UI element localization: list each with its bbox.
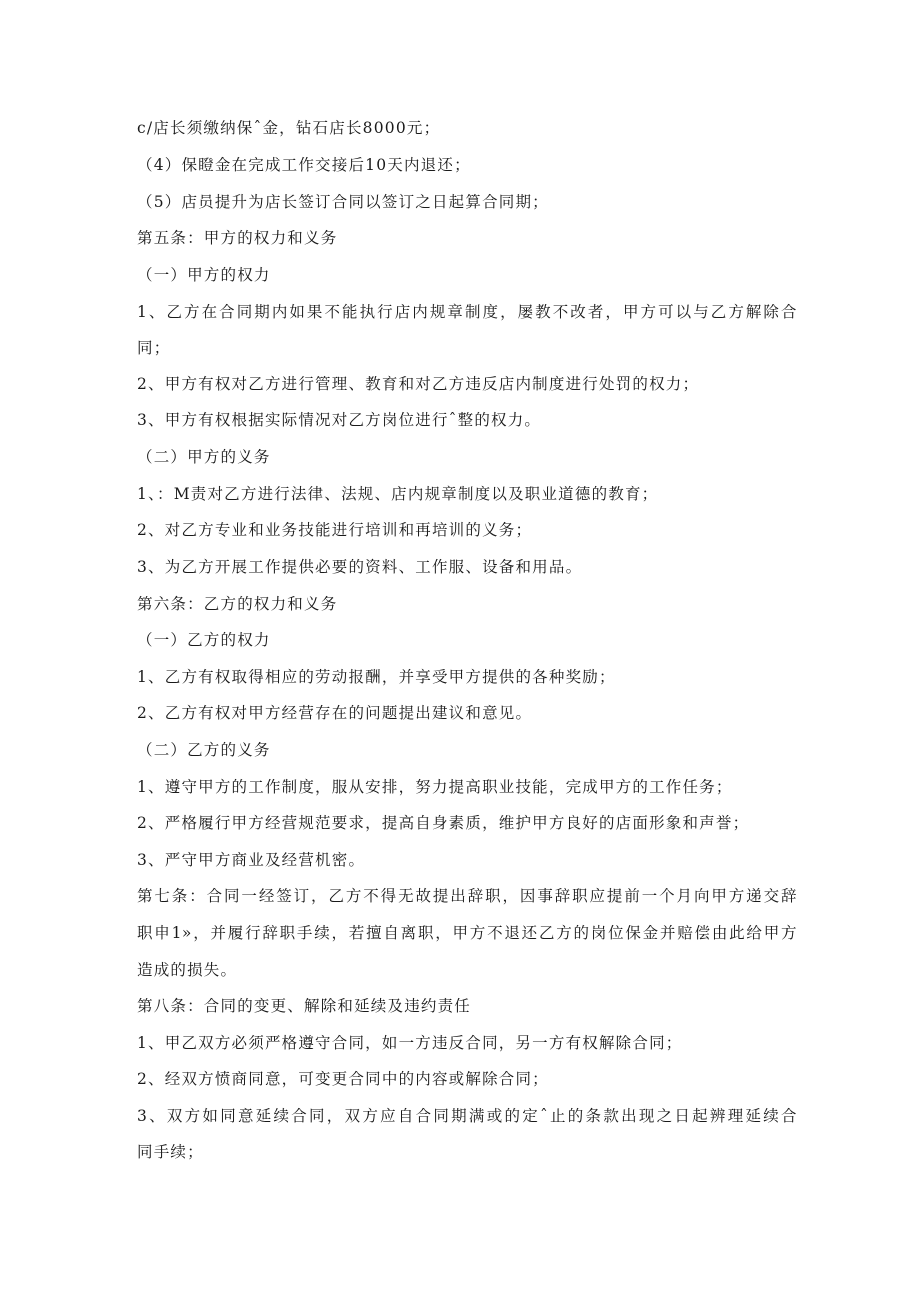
text-line: 1、甲乙双方必须严格遵守合同，如一方违反合同，另一方有权解除合同； [137,1034,683,1052]
text-line: 1、：M责对乙方进行法律、法规、店内规章制度以及职业道德的教育； [137,485,659,503]
text-line: 1、遵守甲方的工作制度，服从安排，努力提高职业技能，完成甲方的工作任务； [137,778,733,796]
text-line: 职申1»，并履行辞职手续，若擅自离职，甲方不退还乙方的岗位保金并赔偿由此给甲方 [137,924,797,942]
text-line: 造成的损失。 [137,961,238,979]
article-heading: 第六条：乙方的权力和义务 [137,595,338,613]
section-heading: （一）甲方的权力 [137,266,271,284]
text-line: 同； [137,339,171,357]
article-heading: 第八条：合同的变更、解除和延续及违约责任 [137,997,472,1015]
text-line: 3、双方如同意延续合同，双方应自合同期满或的定ˆ止的条款出现之日起辨理延续合 [137,1107,797,1125]
article-heading: 第五条：甲方的权力和义务 [137,229,338,247]
section-heading: （一）乙方的权力 [137,631,271,649]
text-line: 2、甲方有权对乙方进行管理、教育和对乙方违反店内制度进行处罚的权力； [137,375,700,393]
text-line: c/店长须缴纳保ˆ金，钻石店长8000元； [137,119,441,137]
text-line: 1、乙方有权取得相应的劳动报酬，并享受甲方提供的各种奖励； [137,668,616,686]
text-line: 1、乙方在合同期内如果不能执行店内规章制度，屡教不改者，甲方可以与乙方解除合 [137,303,797,321]
text-line: 2、对乙方专业和业务技能进行培训和再培训的义务； [137,521,533,539]
text-line: （4）保瞪金在完成工作交接后10天内退还； [137,156,471,174]
text-line: 3、严守甲方商业及经营机密。 [137,851,366,869]
text-line: 3、甲方有权根据实际情况对乙方岗位进行ˆ整的权力。 [137,411,542,429]
text-line: 同手续； [137,1143,204,1161]
article-heading: 第七条：合同一经签订，乙方不得无故提出辞职，因事辞职应提前一个月向甲方递交辞 [137,887,797,905]
text-line: 2、严格履行甲方经营规范要求，提高自身素质，维护甲方良好的店面形象和声誉； [137,814,750,832]
text-line: （5）店员提升为店长签订合同以签订之日起算合同期； [137,193,549,211]
text-line: 2、乙方有权对甲方经营存在的问题提出建议和意见。 [137,704,533,722]
section-heading: （二）甲方的义务 [137,448,271,466]
section-heading: （二）乙方的义务 [137,741,271,759]
text-line: 3、为乙方开展工作提供必要的资料、工作服、设备和用品。 [137,558,583,576]
text-line: 2、经双方愤商同意，可变更合同中的内容或解除合同； [137,1070,549,1088]
